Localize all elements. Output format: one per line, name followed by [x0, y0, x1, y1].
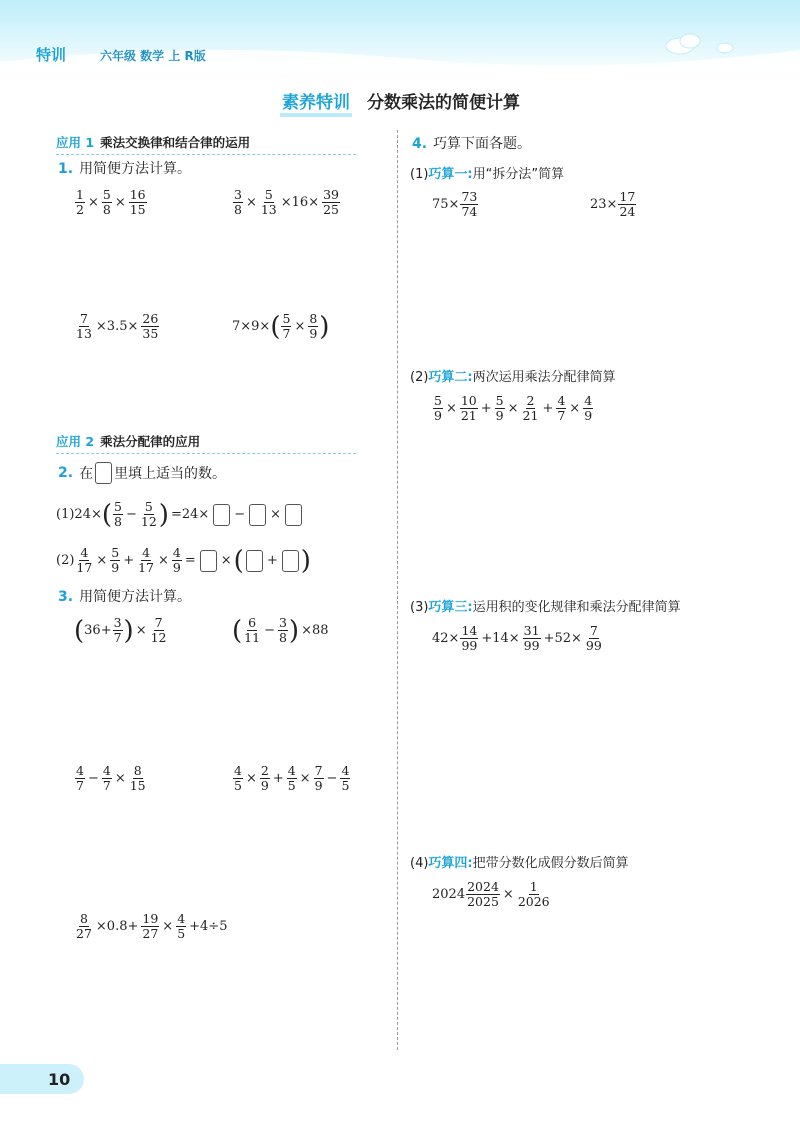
q4-s3-text: 运用积的变化规律和乘法分配律简算 — [472, 600, 681, 615]
q3-text: 用简便方法计算。 — [79, 589, 192, 605]
section-1-title: 乘法交换律和结合律的运用 — [100, 135, 251, 150]
q2-p1-label: (1) — [56, 507, 75, 522]
answer-box[interactable] — [249, 504, 266, 526]
q4-s4-label: (4) — [410, 856, 429, 871]
q4-s3-label: (3) — [410, 600, 429, 615]
q3-expr-b: ( $\frac{6}{11}$ − $\frac{3}{8}$ ) ×88 — [232, 615, 329, 646]
q4-sub-2 — [410, 366, 616, 385]
q4-number: 4. — [412, 136, 428, 152]
section-1-key: 应用 1 — [56, 135, 95, 150]
q4-s1-key: 巧算一: — [428, 167, 473, 182]
question-1 — [58, 158, 191, 178]
answer-box[interactable] — [95, 462, 112, 484]
question-3 — [58, 586, 191, 606]
q2-text-a: 在 — [79, 466, 94, 482]
question-2 — [58, 462, 226, 484]
section-2-key: 应用 2 — [56, 434, 95, 449]
section-1-heading — [56, 133, 356, 156]
title-tag: 素养特训 — [280, 88, 352, 117]
q3-expr-d: $\frac{4}{5}$ × $\frac{2}{9}$ + $\frac{4}{5}$ × $\frac{7}{9}$ − $\frac{4}{5}$ — [234, 763, 350, 793]
q4-sub-1 — [410, 163, 564, 182]
column-divider — [397, 130, 398, 1050]
section-2-heading — [56, 432, 356, 455]
q4-s1-expr-b: 23× $\frac{17}{24}$ — [590, 189, 636, 219]
answer-box[interactable] — [200, 550, 217, 572]
q4-s3-expr: 42× $\frac{14}{99}$ +14× $\frac{31}{99}$ +52× $\frac{7}{99}$ — [432, 623, 602, 653]
q4-s1-label: (1) — [410, 167, 429, 182]
answer-box[interactable] — [285, 504, 302, 526]
q4-s4-expr: 2024 $\frac{2024}{2025}$ × $\frac{1}{2026}$ — [432, 879, 550, 909]
q4-s1-expr-a: 75× $\frac{73}{74}$ — [432, 189, 478, 219]
q4-sub-3 — [410, 596, 681, 615]
q2-p2-label: (2) — [56, 553, 75, 568]
q2-part-1: (1) 24× ( $\frac{5}{8}$ − $\frac{5}{12}$ ) =24× − × — [56, 500, 304, 529]
q3-expr-e: $\frac{8}{27}$ ×0.8+ $\frac{19}{27}$ × $\frac{4}{5}$ +4÷5 — [76, 911, 228, 941]
q2-text-b: 里填上适当的数。 — [114, 466, 227, 482]
q4-text: 巧算下面各题。 — [433, 136, 532, 152]
q1-expr-c: $\frac{7}{13}$ ×3.5× $\frac{26}{35}$ — [76, 311, 159, 341]
q3-expr-c: $\frac{4}{7}$ − $\frac{4}{7}$ × $\frac{8}{15}$ — [76, 763, 146, 793]
q1-number: 1. — [58, 161, 74, 177]
page-number: 10 — [0, 1064, 84, 1094]
q4-s2-label: (2) — [410, 370, 429, 385]
q3-number: 3. — [58, 589, 74, 605]
q1-expr-d: 7×9× ( $\frac{5}{7}$ × $\frac{8}{9}$ ) — [232, 311, 330, 342]
section-2-title: 乘法分配律的应用 — [100, 434, 201, 449]
q4-s4-key: 巧算四: — [428, 856, 473, 871]
q4-sub-4 — [410, 852, 629, 871]
q4-s2-key: 巧算二: — [428, 370, 473, 385]
question-4 — [412, 133, 531, 153]
header-subtitle: 六年级 数学 上 R版 — [100, 49, 206, 63]
title-main: 分数乘法的简便计算 — [367, 93, 521, 113]
q4-s4-text: 把带分数化成假分数后简算 — [472, 856, 629, 871]
q1-text: 用简便方法计算。 — [79, 161, 192, 177]
q2-number: 2. — [58, 465, 74, 481]
answer-box[interactable] — [213, 504, 230, 526]
cloud-icon — [660, 28, 740, 58]
page-title — [0, 88, 800, 118]
q4-s1-text: 用“拆分法”简算 — [472, 167, 565, 182]
answer-box[interactable] — [282, 550, 299, 572]
q4-s3-key: 巧算三: — [428, 600, 473, 615]
q2-part-2: (2) $\frac{4}{17}$ × $\frac{5}{9}$ + $\frac{4}{17}$ × $\frac{4}{9}$ = × ( + ) — [56, 545, 311, 576]
q3-expr-a: ( 36+ $\frac{3}{7}$ ) × $\frac{7}{12}$ — [74, 615, 167, 646]
q4-s2-text: 两次运用乘法分配律简算 — [472, 370, 616, 385]
brand-logo: 特训 — [36, 46, 67, 64]
q1-expr-b: $\frac{3}{8}$ × $\frac{5}{13}$ ×16× $\frac{39}{25}$ — [234, 187, 339, 217]
answer-box[interactable] — [246, 550, 263, 572]
q4-s2-expr: $\frac{5}{9}$ × $\frac{10}{21}$ + $\frac{5}{9}$ × $\frac{2}{21}$ + $\frac{4}{7}$ × $\frac{4}{9}$ — [434, 393, 593, 423]
q1-expr-a: $\frac{1}{2}$ × $\frac{5}{8}$ × $\frac{16}{15}$ — [76, 187, 146, 217]
